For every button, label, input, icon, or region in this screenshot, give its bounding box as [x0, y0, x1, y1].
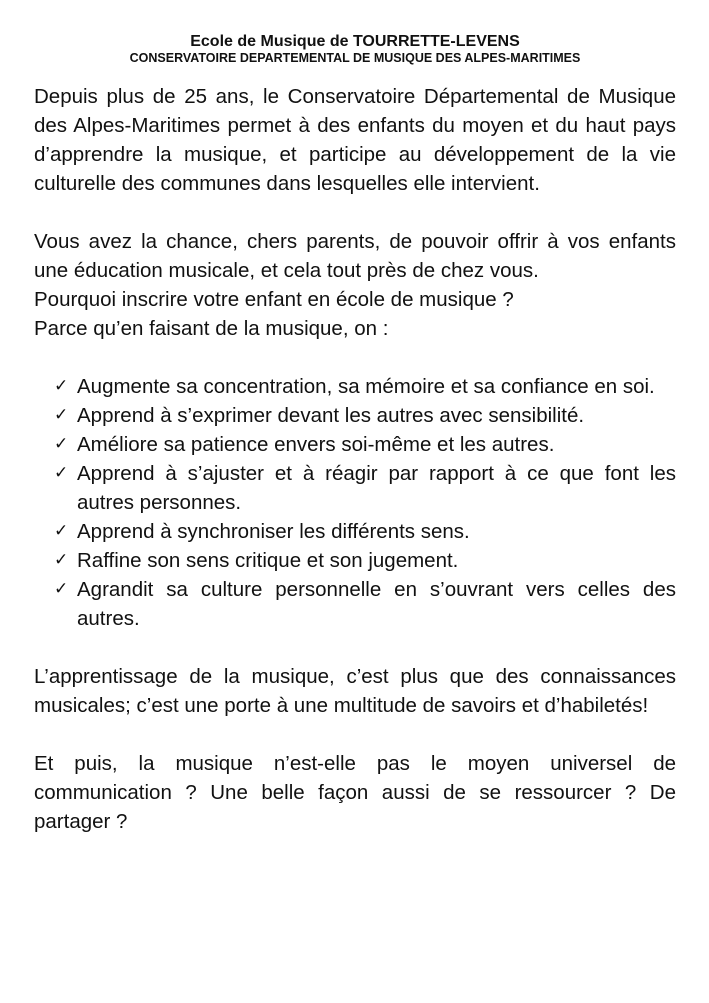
paragraph-spacer [34, 343, 676, 372]
answer-intro-line: Parce qu’en faisant de la musique, on : [34, 316, 389, 340]
benefits-list [34, 372, 676, 633]
benefit-text: Augmente sa concentration, sa mémoire et sa confiance en soi. [77, 374, 655, 398]
school-title: Ecole de Musique de TOURRETTE-LEVENS [190, 33, 520, 50]
learning-paragraph: L’apprentissage de la musique, c’est plus que des connaissances musicales; c’est une porte à une multitude de savoirs et d’habiletés! [34, 664, 676, 717]
checkmark-icon: ✓ [54, 549, 69, 570]
list-item [34, 517, 676, 546]
list-item [34, 575, 676, 633]
checkmark-icon: ✓ [54, 404, 69, 425]
checkmark-icon: ✓ [54, 375, 69, 396]
chance-line: Vous avez la chance, chers parents, de pouvoir offrir à vos enfants une éducation musicale, et cela tout près de chez vous. [34, 229, 676, 282]
checkmark-icon: ✓ [54, 578, 69, 599]
question-line: Pourquoi inscrire votre enfant en école de musique ? [34, 287, 514, 311]
conservatoire-subtitle: CONSERVATOIRE DEPARTEMENTAL DE MUSIQUE DES ALPES-MARITIMES [129, 51, 581, 66]
benefit-text: Apprend à s’exprimer devant les autres avec sensibilité. [77, 403, 585, 427]
benefit-text: Raffine son sens critique et son jugement. [77, 548, 459, 572]
benefit-text: Apprend à s’ajuster et à réagir par rapport à ce que font les autres personnes. [77, 461, 676, 514]
benefit-text: Agrandit sa culture personnelle en s’ouvrant vers celles des autres. [77, 577, 676, 630]
list-item [34, 430, 676, 459]
intro-paragraph: Depuis plus de 25 ans, le Conservatoire Départemental de Musique des Alpes-Maritimes permet à des enfants du moyen et du haut pays d’apprendre la musique, et participe au développement de la vie culturelle des communes dans lesquelles elle intervient. [34, 84, 676, 195]
paragraph-spacer [34, 198, 676, 227]
benefit-text: Améliore sa patience envers soi-même et les autres. [77, 432, 555, 456]
paragraph-spacer [34, 633, 676, 662]
checkmark-icon: ✓ [54, 433, 69, 454]
document-body [34, 82, 676, 836]
list-item [34, 546, 676, 575]
paragraph-spacer [34, 720, 676, 749]
list-item [34, 372, 676, 401]
document-page [34, 33, 676, 836]
checkmark-icon: ✓ [54, 462, 69, 483]
chance-paragraph [34, 227, 676, 343]
closing-paragraph: Et puis, la musique n’est-elle pas le moyen universel de communication ? Une belle façon aussi de se ressourcer ? De partager ? [34, 751, 676, 833]
document-header [34, 33, 676, 66]
list-item [34, 401, 676, 430]
checkmark-icon: ✓ [54, 520, 69, 541]
list-item [34, 459, 676, 517]
benefit-text: Apprend à synchroniser les différents sens. [77, 519, 470, 543]
